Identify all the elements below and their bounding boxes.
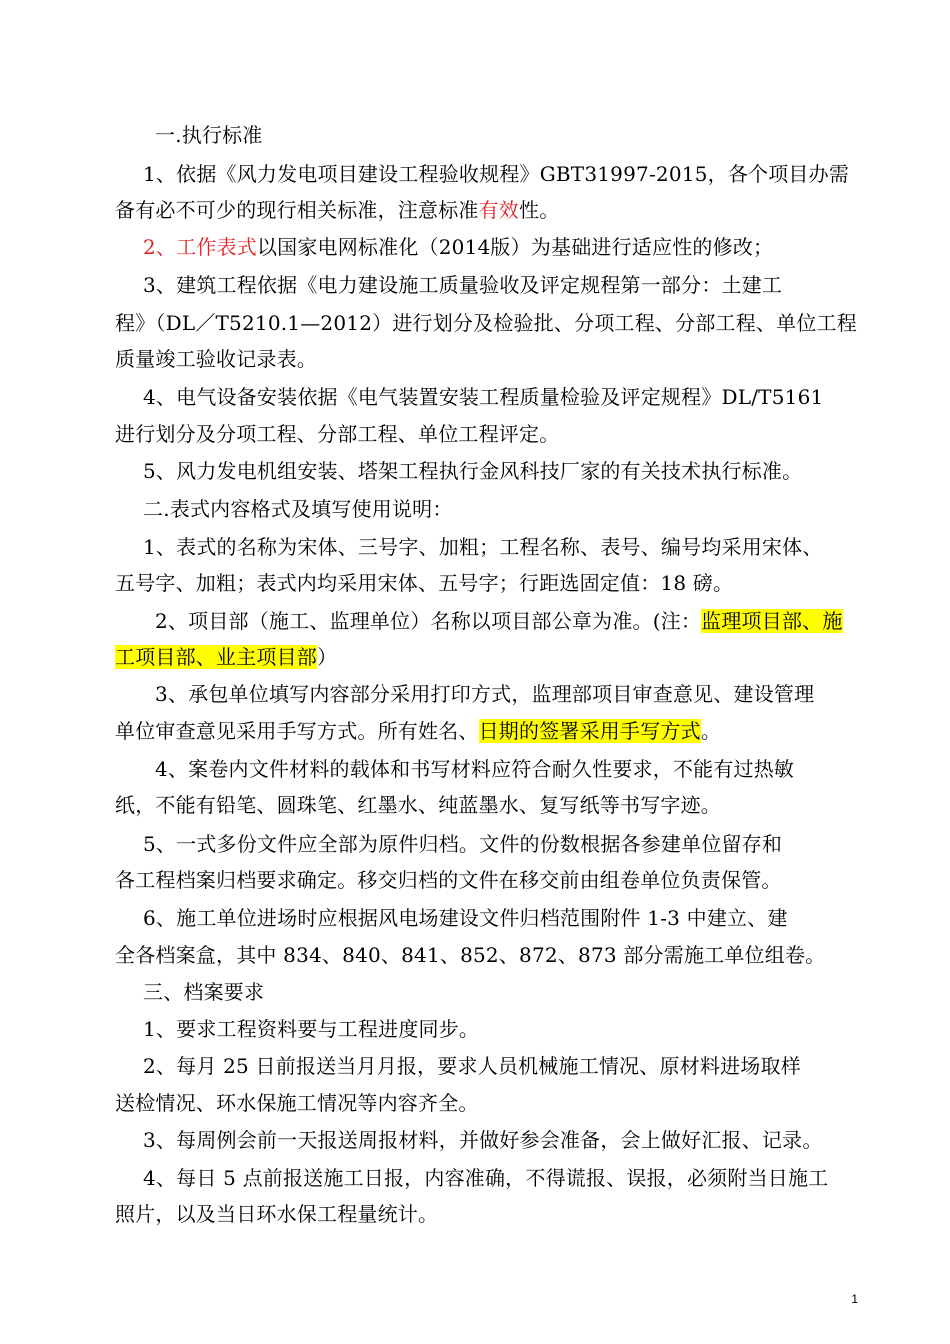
- text-segment: 4、电气设备安装依据《电气装置安装工程质量检验及评定规程》DL/T5161: [143, 385, 824, 409]
- text-segment: 4、每日 5 点前报送施工日报，内容准确，不得谎报、误报，必须附当日施工: [143, 1166, 829, 1190]
- paragraph-line: [155, 680, 814, 708]
- paragraph-line: [115, 569, 733, 597]
- text-segment: 1、要求工程资料要与工程进度同步。: [143, 1017, 480, 1041]
- text-segment: 以国家电网标准化（2014版）为基础进行适应性的修改；: [256, 235, 774, 259]
- text-segment: 备有必不可少的现行相关标准，注意标准: [115, 198, 479, 222]
- text-segment: 一.执行标准: [155, 123, 263, 147]
- paragraph-line: [143, 495, 453, 523]
- page-number: 1: [851, 1292, 858, 1306]
- paragraph-line: [115, 420, 559, 448]
- paragraph-line: [155, 121, 263, 149]
- text-segment: 5、一式多份文件应全部为原件归档。文件的份数根据各参建单位留存和: [143, 832, 783, 856]
- text-segment: 二.表式内容格式及填写使用说明：: [143, 497, 453, 521]
- paragraph-line: [115, 941, 825, 969]
- text-segment: 1、依据《风力发电项目建设工程验收规程》GBT31997-2015，各个项目办需: [143, 162, 850, 186]
- text-segment: 照片，以及当日环水保工程量统计。: [115, 1202, 439, 1226]
- red-text-segment: 有效: [478, 198, 520, 222]
- paragraph-line: [143, 271, 782, 299]
- highlighted-text-segment: 监理项目部、施: [701, 609, 843, 633]
- text-segment: ）: [317, 645, 338, 669]
- paragraph-line: [143, 1052, 801, 1080]
- text-segment: 6、施工单位进场时应根据风电场建设文件归档范围附件 1-3 中建立、建: [143, 906, 788, 930]
- paragraph-line: [143, 1164, 828, 1192]
- paragraph-line: [143, 830, 782, 858]
- text-segment: 2、每月 25 日前报送当月月报，要求人员机械施工情况、原材料进场取样: [143, 1054, 801, 1078]
- red-text-segment: 2、工作表式: [143, 235, 257, 259]
- paragraph-line: [115, 791, 721, 819]
- text-segment: 1、表式的名称为宋体、三号字、加粗；工程名称、表号、编号均采用宋体、: [143, 535, 823, 559]
- text-segment: 纸，不能有铅笔、圆珠笔、红墨水、纯蓝墨水、复写纸等书写字迹。: [115, 793, 721, 817]
- paragraph-line: [115, 309, 857, 337]
- paragraph-line: [143, 533, 823, 561]
- text-segment: 质量竣工验收记录表。: [115, 347, 317, 371]
- paragraph-line: [115, 643, 337, 671]
- paragraph-line: [143, 904, 788, 932]
- paragraph-line: [143, 160, 849, 188]
- text-segment: 五号字、加粗；表式内均采用宋体、五号字；行距选固定值：18 磅。: [115, 571, 734, 595]
- paragraph-line: [115, 866, 782, 894]
- paragraph-line: [115, 717, 721, 745]
- highlighted-text-segment: 工项目部、业主项目部: [115, 645, 317, 669]
- text-segment: 各工程档案归档要求确定。移交归档的文件在移交前由组卷单位负责保管。: [115, 868, 782, 892]
- paragraph-line: [143, 457, 802, 485]
- text-segment: 性。: [519, 198, 560, 222]
- text-segment: 全各档案盒，其中 834、840、841、852、872、873 部分需施工单位组卷。: [115, 943, 826, 967]
- text-segment: 2、项目部（施工、监理单位）名称以项目部公章为准。(注：: [155, 609, 702, 633]
- paragraph-line: [115, 1089, 479, 1117]
- paragraph-line: [143, 383, 823, 411]
- text-segment: 4、案卷内文件材料的载体和书写材料应符合耐久性要求，不能有过热敏: [155, 757, 795, 781]
- text-segment: 进行划分及分项工程、分部工程、单位工程评定。: [115, 422, 560, 446]
- highlighted-text-segment: 日期的签署采用手写方式: [478, 719, 701, 743]
- text-segment: 。: [700, 719, 722, 743]
- text-segment: 程》（DL／T5210.1—2012）进行划分及检验批、分项工程、分部工程、单位工程: [115, 311, 857, 335]
- text-segment: 3、每周例会前一天报送周报材料，并做好参会准备，会上做好汇报、记录。: [143, 1128, 823, 1152]
- paragraph-line: [115, 196, 559, 224]
- text-segment: 3、承包单位填写内容部分采用打印方式，监理部项目审查意见、建设管理: [155, 682, 815, 706]
- paragraph-line: [155, 607, 843, 635]
- paragraph-line: [143, 1015, 479, 1043]
- paragraph-line: [143, 1126, 823, 1154]
- text-segment: 3、建筑工程依据《电力建设施工质量验收及评定规程第一部分：土建工: [143, 273, 783, 297]
- text-segment: 三、档案要求: [143, 980, 265, 1004]
- text-segment: 单位审查意见采用手写方式。所有姓名、: [115, 719, 479, 743]
- paragraph-line: [115, 1200, 438, 1228]
- paragraph-line: [155, 755, 794, 783]
- paragraph-line: [143, 233, 773, 261]
- text-segment: 送检情况、环水保施工情况等内容齐全。: [115, 1091, 479, 1115]
- paragraph-line: [143, 978, 264, 1006]
- text-segment: 5、风力发电机组安装、塔架工程执行金风科技厂家的有关技术执行标准。: [143, 459, 803, 483]
- paragraph-line: [115, 345, 317, 373]
